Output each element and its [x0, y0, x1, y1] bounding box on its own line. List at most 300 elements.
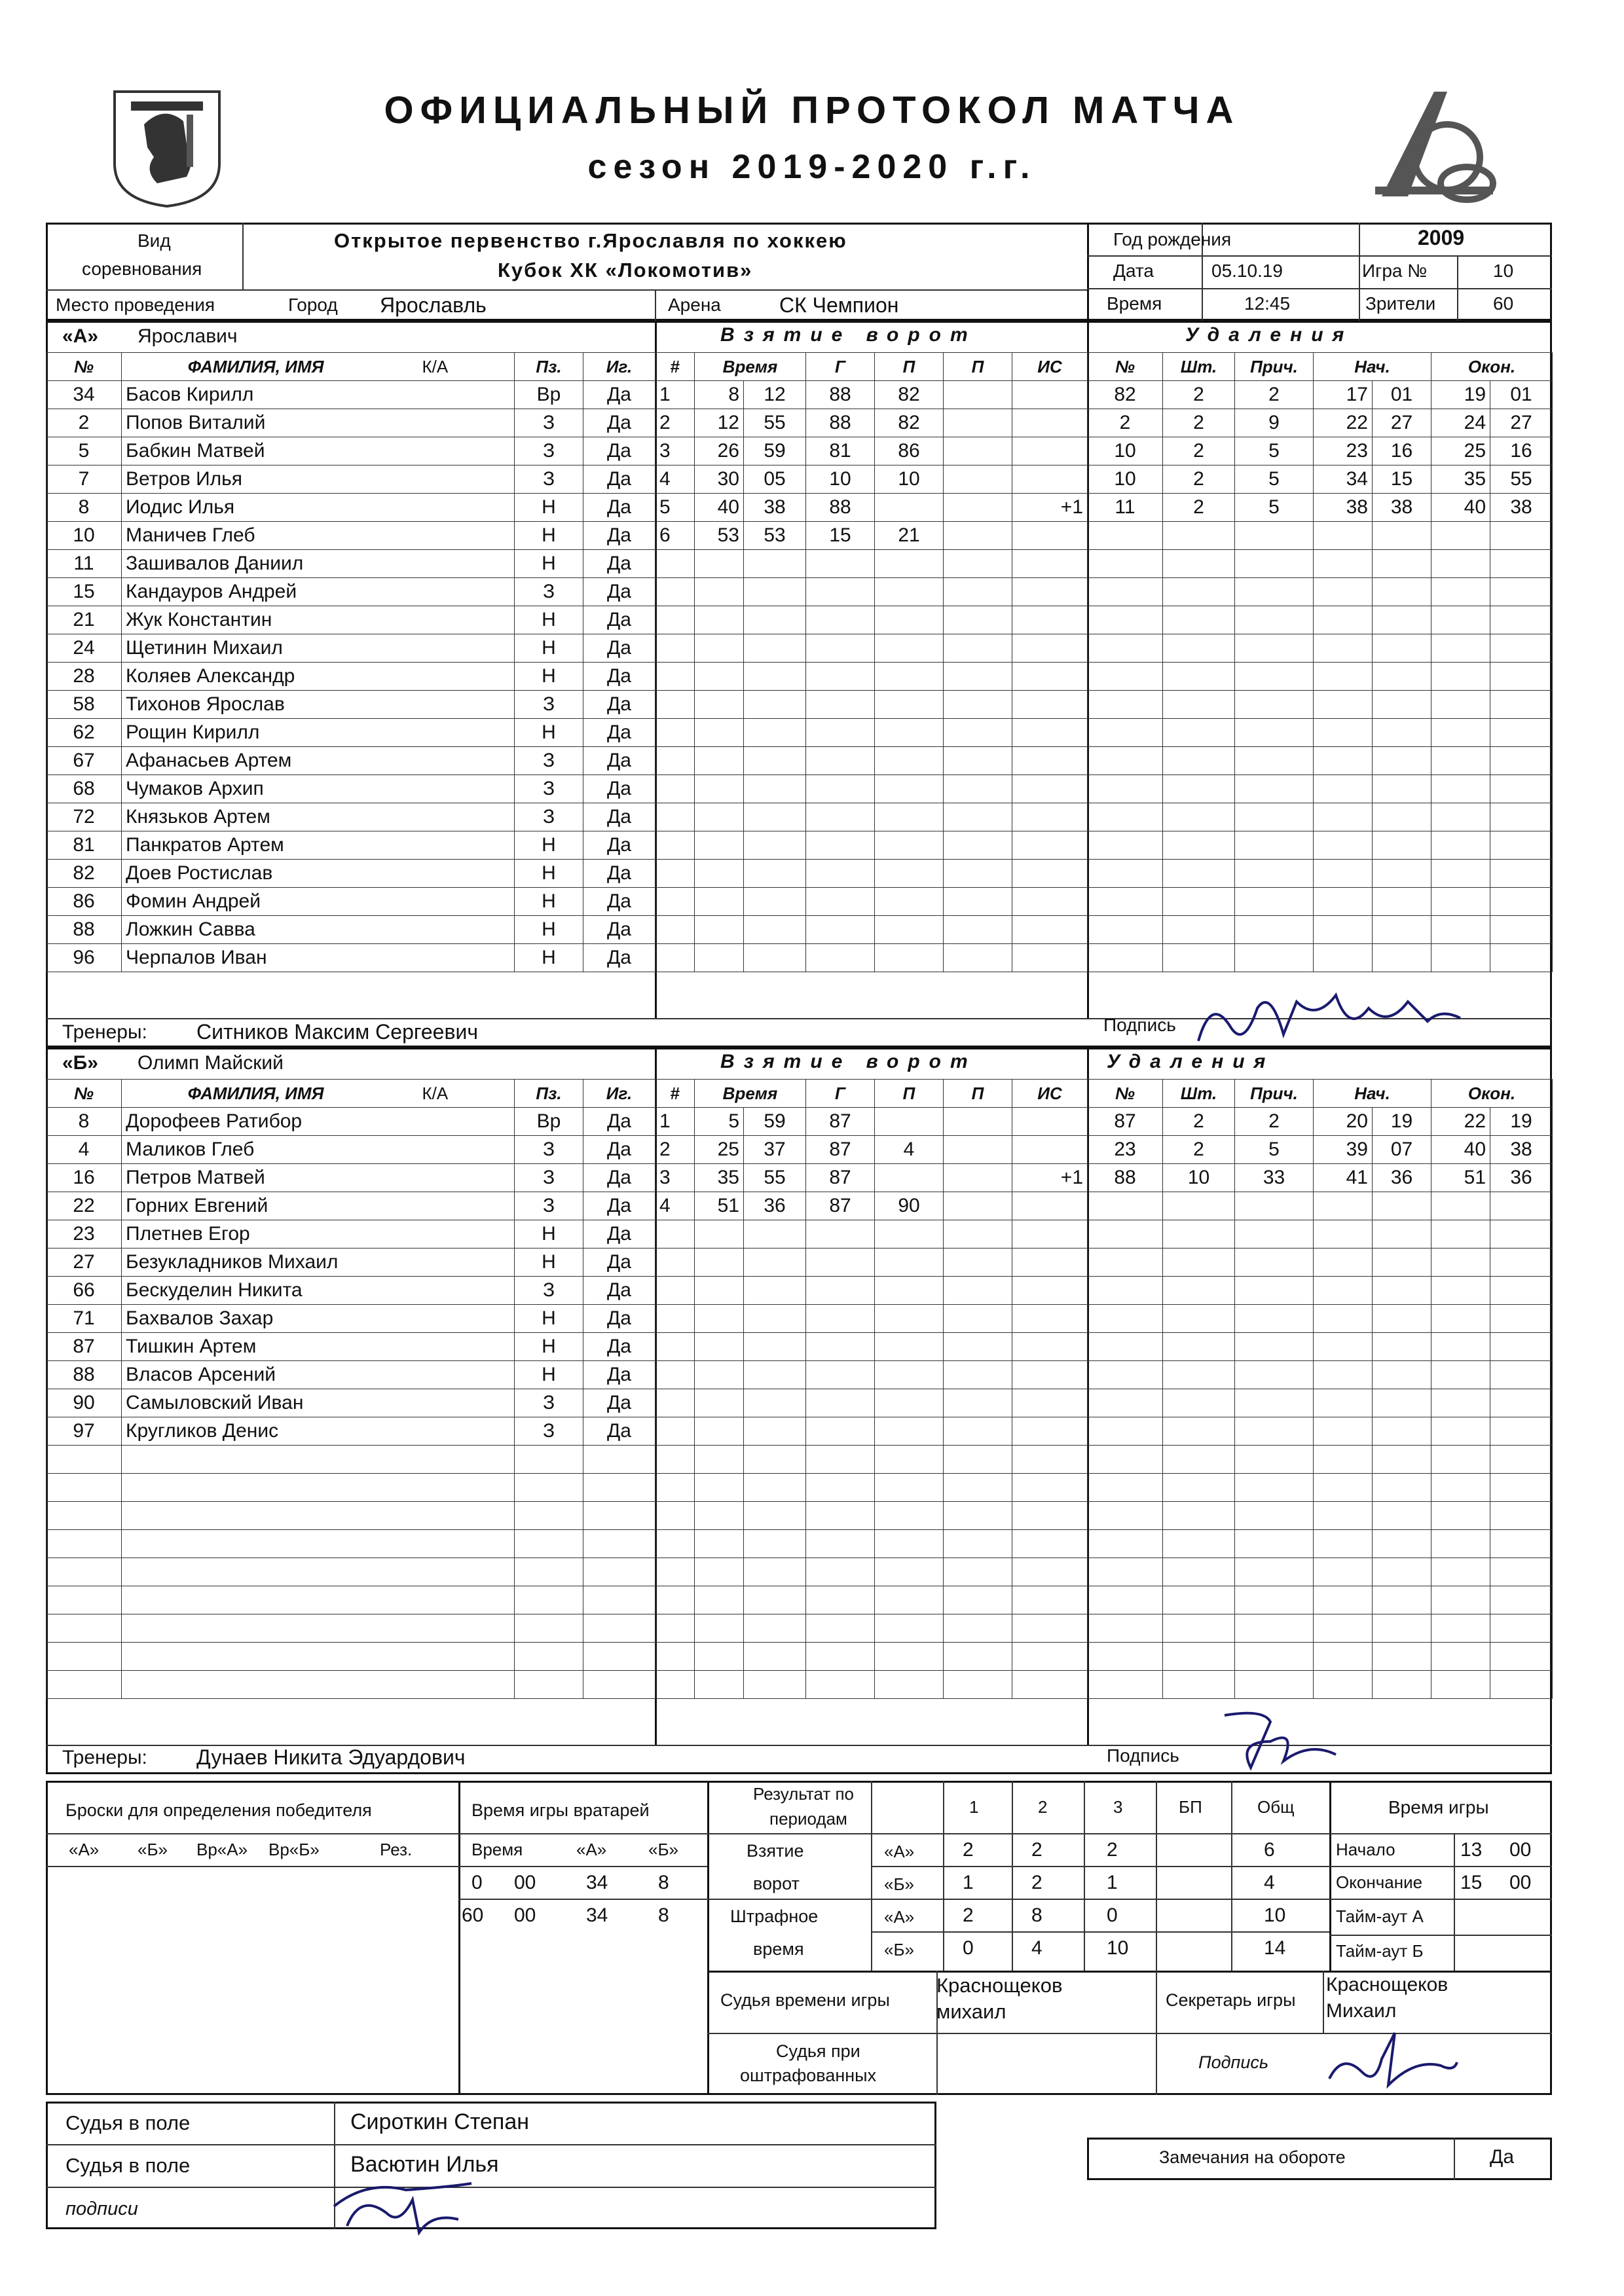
game-start-label: Начало — [1336, 1840, 1395, 1859]
penalty-reason — [1235, 1586, 1314, 1614]
goal-assist-2 — [944, 1277, 1012, 1305]
table-row — [655, 1305, 1088, 1333]
penalty-start-min: 41 — [1314, 1164, 1373, 1192]
table-row — [655, 1192, 1088, 1220]
team-a-sign-label: Подпись — [1103, 1015, 1176, 1035]
player-name: Афанасьев Артем — [122, 747, 515, 775]
penalty-reason — [1235, 1361, 1314, 1389]
penalty-player: 88 — [1088, 1164, 1163, 1192]
goal-assist-2 — [944, 663, 1012, 691]
player-position: Н — [515, 888, 583, 916]
goal-minute: 26 — [695, 437, 744, 465]
goal-strength — [1012, 550, 1088, 578]
goal-scorer — [806, 747, 875, 775]
penalty-player — [1088, 944, 1163, 972]
goal-assist-1 — [875, 494, 944, 522]
table-row — [46, 1502, 655, 1530]
player-number: 2 — [46, 409, 122, 437]
player-number: 10 — [46, 522, 122, 550]
penalty-start-sec — [1373, 1643, 1431, 1671]
goal-scorer — [806, 944, 875, 972]
player-number: 88 — [46, 916, 122, 944]
player-name: Черпалов Иван — [122, 944, 515, 972]
penalty-start-sec — [1373, 719, 1431, 747]
player-number: 97 — [46, 1417, 122, 1446]
goal-number: 5 — [655, 494, 695, 522]
penalty-reason: 5 — [1235, 1136, 1314, 1164]
table-row — [46, 691, 655, 719]
goal-second — [744, 1248, 806, 1277]
table-row — [1088, 1474, 1553, 1502]
table-row — [655, 775, 1088, 803]
goal-scorer — [806, 775, 875, 803]
goal-second: 59 — [744, 1108, 806, 1136]
penalty-minutes — [1163, 803, 1235, 831]
date-label: Дата — [1113, 261, 1154, 281]
penalty-player — [1088, 1446, 1163, 1474]
penalty-start-sec — [1373, 1446, 1431, 1474]
penalty-player — [1088, 691, 1163, 719]
goal-strength — [1012, 465, 1088, 494]
table-row — [1088, 860, 1553, 888]
penalty-player — [1088, 606, 1163, 634]
goal-number: 2 — [655, 1136, 695, 1164]
penalty-player: 82 — [1088, 381, 1163, 409]
penalty-minutes — [1163, 634, 1235, 663]
goal-number — [655, 1220, 695, 1248]
goal-minute — [695, 1671, 744, 1699]
table-row — [46, 1474, 655, 1502]
team-b-coach-signature — [1211, 1702, 1342, 1774]
goal-second — [744, 803, 806, 831]
goal-number — [655, 1277, 695, 1305]
period-value: 0 — [963, 1937, 974, 1959]
player-number: 86 — [46, 888, 122, 916]
penalty-start-sec: 16 — [1373, 437, 1431, 465]
goal-number — [655, 1417, 695, 1446]
player-name: Маликов Глеб — [122, 1136, 515, 1164]
penalty-reason — [1235, 831, 1314, 860]
penalty-player — [1088, 1474, 1163, 1502]
table-row — [655, 831, 1088, 860]
penalty-end-sec — [1490, 1361, 1553, 1389]
goal-scorer: 88 — [806, 409, 875, 437]
game-number-label: Игра № — [1362, 261, 1428, 281]
player-played: Да — [583, 860, 655, 888]
pim-label-1: Штрафное — [730, 1906, 819, 1926]
goal-assist-2 — [944, 1417, 1012, 1446]
goal-minute — [695, 550, 744, 578]
arena-value: СК Чемпион — [779, 293, 899, 317]
penalty-end-sec — [1490, 831, 1553, 860]
penalty-end-sec — [1490, 578, 1553, 606]
goal-strength — [1012, 522, 1088, 550]
table-row — [1088, 831, 1553, 860]
table-row — [46, 437, 655, 465]
goal-minute — [695, 634, 744, 663]
penalty-end-sec: 19 — [1490, 1108, 1553, 1136]
goal-strength — [1012, 1671, 1088, 1699]
goal-minute — [695, 1248, 744, 1277]
penalty-end-min — [1431, 860, 1490, 888]
birth-year: 2009 — [1418, 226, 1465, 249]
player-name — [122, 1643, 515, 1671]
player-number — [46, 1502, 122, 1530]
goal-strength — [1012, 1586, 1088, 1614]
period-1: 1 — [969, 1797, 979, 1817]
player-played: Да — [583, 719, 655, 747]
goal-second — [744, 944, 806, 972]
penalty-minutes — [1163, 1558, 1235, 1586]
penalty-start-sec — [1373, 1586, 1431, 1614]
player-played: Да — [583, 1164, 655, 1192]
goal-minute: 35 — [695, 1164, 744, 1192]
goal-assist-2 — [944, 1586, 1012, 1614]
player-position: З — [515, 775, 583, 803]
player-played: Да — [583, 522, 655, 550]
goal-number: 4 — [655, 1192, 695, 1220]
player-name: Панкратов Артем — [122, 831, 515, 860]
penalty-start-min — [1314, 1361, 1373, 1389]
penalty-reason: 5 — [1235, 494, 1314, 522]
team-a-tag: «А» — [62, 325, 99, 347]
goal-strength — [1012, 409, 1088, 437]
player-name: Князьков Артем — [122, 803, 515, 831]
goal-assist-2 — [944, 437, 1012, 465]
penalty-end-sec — [1490, 1277, 1553, 1305]
goal-assist-2 — [944, 1474, 1012, 1502]
goal-minute — [695, 1446, 744, 1474]
table-row — [46, 944, 655, 972]
penalty-end-sec: 38 — [1490, 1136, 1553, 1164]
penalty-minutes: 2 — [1163, 437, 1235, 465]
player-name: Басов Кирилл — [122, 381, 515, 409]
goal-strength — [1012, 691, 1088, 719]
player-number: 66 — [46, 1277, 122, 1305]
gk-row1-sec: 00 — [514, 1872, 536, 1893]
player-name: Коляев Александр — [122, 663, 515, 691]
goal-number — [655, 1305, 695, 1333]
goal-number — [655, 1333, 695, 1361]
player-number: 11 — [46, 550, 122, 578]
penalty-end-min — [1431, 747, 1490, 775]
penalty-end-sec — [1490, 663, 1553, 691]
penalty-minutes — [1163, 691, 1235, 719]
player-position: З — [515, 465, 583, 494]
player-position: Н — [515, 522, 583, 550]
player-played: Да — [583, 1417, 655, 1446]
goal-number: 6 — [655, 522, 695, 550]
game-end-min: 00 — [1509, 1872, 1532, 1893]
player-name: Безукладников Михаил — [122, 1248, 515, 1277]
goal-assist-2 — [944, 831, 1012, 860]
goal-assist-1 — [875, 1417, 944, 1446]
player-name — [122, 1474, 515, 1502]
penalty-end-sec — [1490, 1305, 1553, 1333]
player-played: Да — [583, 803, 655, 831]
team-a-coaches-label: Тренеры: — [62, 1021, 147, 1043]
field-referee-1: Сироткин Степан — [350, 2109, 530, 2134]
penalty-start-min: 17 — [1314, 381, 1373, 409]
table-row — [1088, 1502, 1553, 1530]
table-row — [655, 578, 1088, 606]
player-position: Н — [515, 1305, 583, 1333]
penalty-start-sec — [1373, 747, 1431, 775]
player-played: Да — [583, 916, 655, 944]
time-label: Время — [1107, 293, 1162, 314]
player-number: 34 — [46, 381, 122, 409]
penalty-start-min — [1314, 663, 1373, 691]
gk-row1-min: 0 — [471, 1872, 483, 1893]
secretary-name-1: Краснощеков — [1326, 1974, 1449, 1995]
player-position: З — [515, 1192, 583, 1220]
player-number — [46, 1558, 122, 1586]
goal-minute — [695, 1389, 744, 1417]
goal-strength — [1012, 1530, 1088, 1558]
goal-second — [744, 719, 806, 747]
gk-row1-b: 8 — [658, 1872, 669, 1893]
goal-assist-1 — [875, 860, 944, 888]
player-name: Фомин Андрей — [122, 888, 515, 916]
penalty-start-sec — [1373, 1248, 1431, 1277]
penalty-minutes — [1163, 860, 1235, 888]
player-name — [122, 1502, 515, 1530]
goal-minute — [695, 1333, 744, 1361]
team-b-tag: «Б» — [62, 1052, 98, 1074]
penalty-start-sec — [1373, 1361, 1431, 1389]
goal-number — [655, 1389, 695, 1417]
player-name: Попов Виталий — [122, 409, 515, 437]
goal-assist-1 — [875, 1614, 944, 1643]
penalty-end-min — [1431, 1586, 1490, 1614]
penalty-end-min — [1431, 831, 1490, 860]
table-row — [1088, 578, 1553, 606]
player-played: Да — [583, 494, 655, 522]
goal-minute — [695, 1220, 744, 1248]
penalty-player — [1088, 550, 1163, 578]
team-a-penalties: № Шт. Прич. Нач. Окон. 82 2 2 17 01 19 01 2 2 9 22 27 24 27 10 2 5 23 16 25 16 10 2 5 34 15 35 55 11 2 5 38 38 40 38 — [1087, 352, 1553, 972]
goal-second — [744, 1361, 806, 1389]
table-row — [655, 606, 1088, 634]
penalty-start-min — [1314, 831, 1373, 860]
goal-minute: 25 — [695, 1136, 744, 1164]
penalty-start-sec — [1373, 1474, 1431, 1502]
table-row — [655, 1614, 1088, 1643]
table-row — [655, 1361, 1088, 1389]
table-row — [46, 860, 655, 888]
period-row-team: «Б» — [884, 1874, 914, 1894]
table-row — [46, 1530, 655, 1558]
penalty-player: 10 — [1088, 437, 1163, 465]
goal-number — [655, 1502, 695, 1530]
period-value: 6 — [1264, 1839, 1275, 1861]
table-row — [46, 1361, 655, 1389]
penalty-reason: 33 — [1235, 1164, 1314, 1192]
penalty-player — [1088, 1192, 1163, 1220]
penalty-start-sec — [1373, 606, 1431, 634]
secretary-label: Секретарь игры — [1166, 1990, 1296, 2010]
penalty-player — [1088, 1220, 1163, 1248]
penalty-end-min — [1431, 1192, 1490, 1220]
goal-scorer: 87 — [806, 1164, 875, 1192]
penalty-minutes — [1163, 1277, 1235, 1305]
goal-minute — [695, 860, 744, 888]
goal-second — [744, 1614, 806, 1643]
penalty-minutes: 2 — [1163, 465, 1235, 494]
penalty-player — [1088, 747, 1163, 775]
penalty-reason: 5 — [1235, 437, 1314, 465]
goal-assist-1 — [875, 1671, 944, 1699]
penalty-end-min — [1431, 1530, 1490, 1558]
player-number: 21 — [46, 606, 122, 634]
player-played — [583, 1671, 655, 1699]
table-row — [655, 1446, 1088, 1474]
player-number: 96 — [46, 944, 122, 972]
player-name: Самыловский Иван — [122, 1389, 515, 1417]
player-played: Да — [583, 1333, 655, 1361]
player-name: Чумаков Архип — [122, 775, 515, 803]
table-row — [46, 1614, 655, 1643]
goal-number — [655, 663, 695, 691]
period-3: 3 — [1113, 1797, 1123, 1817]
player-played: Да — [583, 775, 655, 803]
penalty-start-min — [1314, 747, 1373, 775]
goal-scorer — [806, 550, 875, 578]
goal-second — [744, 747, 806, 775]
penalty-end-sec — [1490, 1220, 1553, 1248]
timekeeper-name-2: михаил — [936, 2000, 1006, 2023]
player-position — [515, 1586, 583, 1614]
penalty-player — [1088, 1277, 1163, 1305]
goal-assist-2 — [944, 691, 1012, 719]
player-position: Н — [515, 1333, 583, 1361]
penalty-start-sec — [1373, 634, 1431, 663]
player-name: Зашивалов Даниил — [122, 550, 515, 578]
penbox-label-2: оштрафованных — [740, 2066, 877, 2085]
penalty-player — [1088, 1671, 1163, 1699]
table-row — [46, 465, 655, 494]
team-b-goals-title: Взятие ворот — [720, 1051, 977, 1072]
player-played: Да — [583, 831, 655, 860]
goal-number — [655, 775, 695, 803]
penalty-start-sec — [1373, 1305, 1431, 1333]
goal-scorer: 10 — [806, 465, 875, 494]
penalty-end-sec — [1490, 803, 1553, 831]
shootout-col-gka: Вр«А» — [196, 1840, 248, 1859]
penalty-start-min — [1314, 634, 1373, 663]
penalty-start-min: 20 — [1314, 1108, 1373, 1136]
goal-second — [744, 1417, 806, 1446]
goal-minute — [695, 803, 744, 831]
player-position — [515, 1502, 583, 1530]
table-row — [655, 719, 1088, 747]
team-a-coach-signature — [1192, 982, 1467, 1054]
goal-scorer: 87 — [806, 1136, 875, 1164]
table-row — [46, 1164, 655, 1192]
penalty-reason — [1235, 1389, 1314, 1417]
player-position: З — [515, 1164, 583, 1192]
player-name: Тихонов Ярослав — [122, 691, 515, 719]
player-position: З — [515, 578, 583, 606]
penalty-end-min — [1431, 1502, 1490, 1530]
goal-strength — [1012, 1643, 1088, 1671]
goal-strength — [1012, 1305, 1088, 1333]
player-number — [46, 1671, 122, 1699]
penalty-minutes — [1163, 944, 1235, 972]
goal-assist-1 — [875, 578, 944, 606]
penalty-end-min — [1431, 1558, 1490, 1586]
penalty-end-min — [1431, 1417, 1490, 1446]
penalty-start-sec — [1373, 888, 1431, 916]
table-row — [655, 1108, 1088, 1136]
table-row — [1088, 522, 1553, 550]
goal-assist-2 — [944, 888, 1012, 916]
goals-label-2: ворот — [753, 1874, 800, 1893]
penalty-minutes — [1163, 1417, 1235, 1446]
player-number: 15 — [46, 578, 122, 606]
penalty-reason — [1235, 803, 1314, 831]
goal-scorer — [806, 1417, 875, 1446]
goal-number — [655, 719, 695, 747]
player-name: Доев Ростислав — [122, 860, 515, 888]
player-position: Н — [515, 663, 583, 691]
goal-minute — [695, 747, 744, 775]
game-start-min: 00 — [1509, 1839, 1532, 1861]
penalty-start-sec — [1373, 1614, 1431, 1643]
shootout-col-gkb: Вр«Б» — [268, 1840, 320, 1859]
goal-scorer — [806, 916, 875, 944]
table-row — [655, 522, 1088, 550]
goal-assist-2 — [944, 409, 1012, 437]
goal-strength — [1012, 775, 1088, 803]
penalty-end-min — [1431, 578, 1490, 606]
penalty-minutes — [1163, 1333, 1235, 1361]
player-position: Вр — [515, 381, 583, 409]
goal-assist-1 — [875, 1248, 944, 1277]
table-row — [46, 803, 655, 831]
goal-assist-1 — [875, 1108, 944, 1136]
penalty-player — [1088, 1530, 1163, 1558]
goals-label-1: Взятие — [747, 1841, 804, 1861]
penalty-end-sec — [1490, 1192, 1553, 1220]
penalty-end-sec: 27 — [1490, 409, 1553, 437]
player-position: Н — [515, 1220, 583, 1248]
table-row — [1088, 1558, 1553, 1586]
penalty-start-sec — [1373, 522, 1431, 550]
penalty-player: 11 — [1088, 494, 1163, 522]
penalty-end-sec: 36 — [1490, 1164, 1553, 1192]
penalty-start-min — [1314, 1446, 1373, 1474]
table-row — [655, 1277, 1088, 1305]
goal-assist-1 — [875, 803, 944, 831]
goal-strength — [1012, 1614, 1088, 1643]
game-number: 10 — [1493, 261, 1514, 281]
goal-second: 55 — [744, 409, 806, 437]
penalty-end-sec — [1490, 634, 1553, 663]
penalty-minutes: 2 — [1163, 1136, 1235, 1164]
penalty-start-sec — [1373, 663, 1431, 691]
goal-number: 3 — [655, 1164, 695, 1192]
goal-assist-2 — [944, 550, 1012, 578]
goal-minute — [695, 1277, 744, 1305]
team-b-name: Олимп Майский — [138, 1052, 284, 1074]
penalty-end-sec — [1490, 1446, 1553, 1474]
goal-strength — [1012, 1361, 1088, 1389]
goal-assist-1: 10 — [875, 465, 944, 494]
shootout-col-a: «А» — [69, 1840, 100, 1859]
penalty-end-min — [1431, 1389, 1490, 1417]
player-number: 58 — [46, 691, 122, 719]
